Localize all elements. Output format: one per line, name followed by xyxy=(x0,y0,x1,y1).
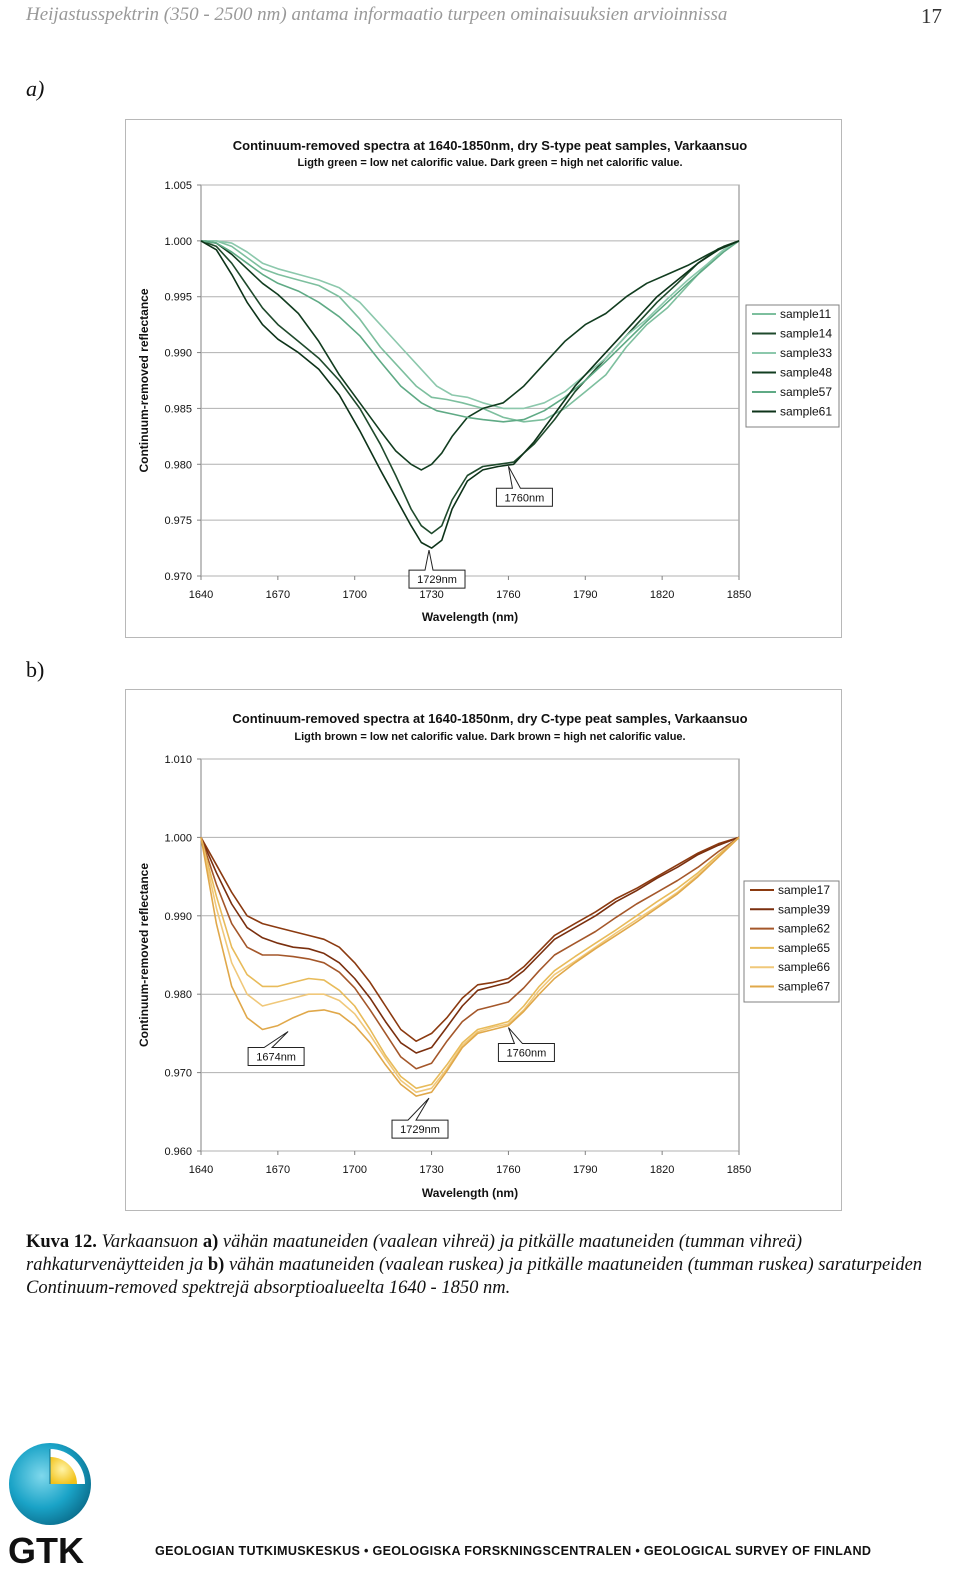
y-axis-label: Continuum-removed reflectance xyxy=(137,288,151,473)
x-axis-label: Wavelength (nm) xyxy=(421,610,519,624)
y-tick-label: 0.980 xyxy=(164,459,192,472)
chart-b-frame xyxy=(125,689,842,1211)
y-axis-label: Continuum-removed reflectance xyxy=(137,862,151,1048)
y-tick-label: 1.010 xyxy=(164,754,192,766)
y-tick-label: 0.975 xyxy=(164,515,192,528)
logo-text: GTK xyxy=(8,1530,84,1571)
panel-label-b: b) xyxy=(26,657,45,682)
legend-label: sample14 xyxy=(780,326,833,341)
footer-institutions: GEOLOGIAN TUTKIMUSKESKUS • GEOLOGISKA FORSKNINGSCENTRALEN • GEOLOGICAL SURVEY OF FINLAND xyxy=(155,1544,872,1558)
x-tick-label: 1730 xyxy=(419,589,444,601)
x-tick-label: 1790 xyxy=(573,1164,598,1176)
x-tick-label: 1640 xyxy=(188,1164,214,1176)
y-tick-label: 1.005 xyxy=(164,180,192,192)
y-tick-label: 0.985 xyxy=(164,403,192,416)
running-header-title: Heijastusspektrin (350 - 2500 nm) antama informaatio turpeen ominaisuuksien arvioinnissa xyxy=(26,4,728,25)
y-tick-label: 0.990 xyxy=(164,347,192,360)
legend-label: sample62 xyxy=(778,921,831,936)
x-tick-label: 1820 xyxy=(649,1164,675,1176)
legend-label: sample67 xyxy=(778,979,831,994)
legend-label: sample11 xyxy=(780,307,832,321)
x-tick-label: 1700 xyxy=(342,1164,367,1176)
y-tick-label: 1.000 xyxy=(164,832,192,845)
x-tick-label: 1820 xyxy=(649,589,675,601)
y-tick-label: 0.970 xyxy=(164,571,192,583)
chart-title: Continuum-removed spectra at 1640-1850nm, dry S-type peat samples, Varkaansuo xyxy=(232,138,748,153)
caption-a-marker: a) xyxy=(202,1232,219,1252)
x-tick-label: 1760 xyxy=(496,1164,521,1176)
page-number: 17 xyxy=(921,4,942,28)
y-tick-label: 0.990 xyxy=(164,910,192,923)
x-tick-label: 1670 xyxy=(265,589,291,601)
annotation-label: 1729nm xyxy=(400,1124,440,1137)
y-tick-label: 0.970 xyxy=(164,1067,192,1080)
x-tick-label: 1670 xyxy=(265,1164,291,1176)
legend-label: sample66 xyxy=(778,960,831,975)
chart-b xyxy=(126,690,841,1210)
x-tick-label: 1850 xyxy=(726,589,752,601)
x-axis-label: Wavelength (nm) xyxy=(421,1186,519,1200)
x-tick-label: 1730 xyxy=(419,1164,444,1176)
annotation-label: 1674nm xyxy=(256,1051,296,1064)
y-tick-label: 0.960 xyxy=(164,1146,192,1158)
chart-a xyxy=(126,120,841,637)
legend-label: sample57 xyxy=(780,385,833,399)
chart-subtitle: Ligth green = low net calorific value. Dark green = high net calorific value. xyxy=(297,157,683,169)
gtk-logo xyxy=(6,1441,106,1581)
panel-label-a: a) xyxy=(26,76,45,101)
legend-label: sample65 xyxy=(778,940,831,955)
x-tick-label: 1850 xyxy=(726,1164,752,1176)
y-tick-label: 0.995 xyxy=(164,291,192,304)
caption-b-marker: b) xyxy=(207,1255,225,1275)
annotation-label: 1760nm xyxy=(504,492,545,505)
chart-subtitle: Ligth brown = low net calorific value. Dark brown = high net calorific value. xyxy=(294,731,686,743)
x-tick-label: 1790 xyxy=(573,589,598,601)
legend-label: sample17 xyxy=(778,883,831,897)
annotation-label: 1760nm xyxy=(506,1047,547,1060)
x-tick-label: 1760 xyxy=(496,589,521,601)
x-tick-label: 1700 xyxy=(342,589,367,601)
plot-area xyxy=(201,185,739,576)
y-tick-label: 0.980 xyxy=(164,989,192,1002)
caption-text-3: vähän maatuneiden (vaalean ruskea) ja pitkälle maatuneiden (tumman ruskea) saraturpeiden Continuum-removed spektrejä absorptioalueelta 1640 - 1850 nm. xyxy=(26,1255,923,1298)
chart-title: Continuum-removed spectra at 1640-1850nm, dry C-type peat samples, Varkaansuo xyxy=(232,711,748,726)
caption-text-2: vähän maatuneiden (vaalean vihreä) ja pitkälle maatuneiden (tumman vihreä) rahkaturvenäytteiden ja xyxy=(26,1232,803,1275)
legend-label: sample39 xyxy=(778,902,831,917)
chart-a-frame xyxy=(125,119,842,638)
annotation-label: 1729nm xyxy=(417,574,457,587)
caption-figure-label: Kuva 12. xyxy=(26,1232,97,1252)
legend-label: sample33 xyxy=(780,346,833,360)
legend-label: sample61 xyxy=(780,404,833,419)
x-tick-label: 1640 xyxy=(188,589,214,601)
figure-caption xyxy=(26,1231,951,1300)
caption-text-1: Varkaansuon xyxy=(96,1232,203,1252)
legend-label: sample48 xyxy=(780,365,833,380)
y-tick-label: 1.000 xyxy=(164,235,192,248)
